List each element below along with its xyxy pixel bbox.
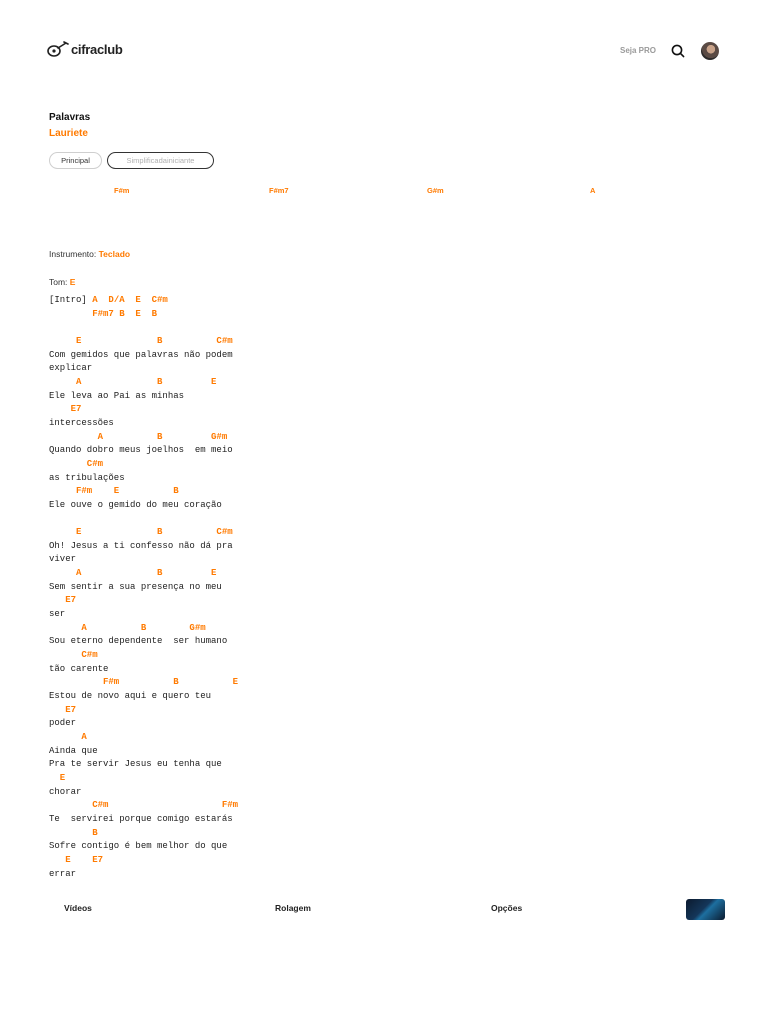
cifra-line <box>49 676 238 690</box>
lyric-text: Sofre contigo é bem melhor do que <box>49 841 228 852</box>
cifra-line <box>49 335 238 349</box>
lyric-text: Estou de novo aqui e quero teu <box>49 691 212 701</box>
lyric-text: chorar <box>49 786 82 797</box>
lyric-text: Oh! Jesus a ti confesso não dá pra <box>49 540 233 551</box>
instrument-row <box>49 249 130 259</box>
cifra-line <box>49 704 238 718</box>
cifra-line <box>49 362 238 376</box>
search-icon[interactable] <box>671 44 685 58</box>
rolagem-button[interactable]: Rolagem <box>275 903 311 913</box>
lyric-text: explicar <box>49 363 93 374</box>
cifra-line <box>49 608 238 622</box>
lyric-text: Ainda que <box>49 745 98 756</box>
artist-link[interactable]: Lauriete <box>49 128 88 139</box>
lyric-text: Com gemidos que palavras não podem <box>49 349 233 360</box>
lyric-text: intercessões <box>49 417 114 428</box>
videos-button[interactable]: Vídeos <box>64 903 92 913</box>
chord-line[interactable]: C#m F#m <box>49 800 239 811</box>
cifra-line <box>49 349 238 363</box>
cifra-line <box>49 431 238 445</box>
cifra-line <box>49 840 238 854</box>
cifra-line <box>49 635 238 649</box>
chord-diagram-a[interactable]: A <box>590 186 596 195</box>
opcoes-button[interactable]: Opções <box>491 903 523 913</box>
cifra-line <box>49 813 238 827</box>
cifra-line <box>49 868 238 882</box>
chord-line[interactable]: A B E <box>49 376 217 387</box>
lyric-text: ser <box>49 609 66 620</box>
chord-diagram-g#m[interactable]: G#m <box>427 186 444 195</box>
cifra-line <box>49 717 238 731</box>
chord-line[interactable]: C#m <box>49 650 98 661</box>
chord-line[interactable]: E B C#m <box>49 527 233 538</box>
cifra-line <box>49 854 238 868</box>
lyric-text: Pra te servir Jesus eu tenha que <box>49 759 222 770</box>
lyric-text: poder <box>49 718 77 729</box>
cifra-line <box>49 458 238 472</box>
cifra-line <box>49 622 238 636</box>
chord-line[interactable]: A <box>49 731 87 742</box>
cifra-line <box>49 799 238 813</box>
logo-text: cifraclub <box>71 41 123 57</box>
lyric-text: Sem sentir a sua presença no meu <box>49 581 222 592</box>
cifra-line <box>49 308 238 322</box>
cifra-line <box>49 731 238 745</box>
chord-line[interactable]: E7 <box>49 404 82 415</box>
song-title: Palavras <box>49 112 91 123</box>
cifra-line <box>49 321 238 335</box>
instrument-label: Instrumento: <box>49 249 99 259</box>
chord-line[interactable]: E7 <box>49 704 77 715</box>
cifra-line <box>49 827 238 841</box>
cifra-line <box>49 663 238 677</box>
seja-pro-link[interactable]: Seja PRO <box>620 46 657 55</box>
chord-diagram-f#m7[interactable]: F#m7 <box>269 186 289 195</box>
cifra-line <box>49 499 238 513</box>
cifra-line <box>49 690 238 704</box>
chord-line[interactable]: A B G#m <box>49 622 206 633</box>
cifra-line <box>49 649 238 663</box>
chord-line[interactable]: C#m <box>49 458 104 469</box>
cifra-line <box>49 594 238 608</box>
cifra-line <box>49 772 238 786</box>
guitar-logo-icon <box>47 40 69 58</box>
tab-principal[interactable]: Principal <box>49 152 102 169</box>
chord-line[interactable]: E E7 <box>49 854 104 865</box>
chord-line[interactable]: E7 <box>49 595 77 606</box>
chord-line[interactable]: A B E <box>49 568 217 579</box>
tone-label: Tom: <box>49 277 70 287</box>
cifra-line <box>49 758 238 772</box>
lyric-text: tão carente <box>49 663 109 674</box>
cifra-line <box>49 567 238 581</box>
lyric-text: Quando dobro meus joelhos em meio <box>49 445 233 456</box>
cifra-line <box>49 417 238 431</box>
lyric-text: Ele leva ao Pai as minhas <box>49 390 185 401</box>
cifra-line <box>49 526 238 540</box>
cifra-line <box>49 745 238 759</box>
instrument-value[interactable]: Teclado <box>98 249 131 259</box>
avatar[interactable] <box>701 42 719 60</box>
lyric-text: Te servirei porque comigo estarás <box>49 813 233 824</box>
cifraclub-logo[interactable] <box>47 40 122 58</box>
tab-simplificada[interactable]: Simplificadainiciante <box>107 152 214 169</box>
cifra-line <box>49 472 238 486</box>
cifra-body <box>49 294 238 881</box>
chord-line[interactable]: B <box>49 827 98 838</box>
chord-diagram-f#m[interactable]: F#m <box>114 186 130 195</box>
cifra-line <box>49 540 238 554</box>
cifra-line <box>49 553 238 567</box>
cifra-line <box>49 581 238 595</box>
lyric-text: viver <box>49 554 77 565</box>
cifra-line <box>49 376 238 390</box>
cifra-line <box>49 403 238 417</box>
cifra-line <box>49 390 238 404</box>
chord-line[interactable]: E <box>49 772 66 783</box>
cifra-line <box>49 786 238 800</box>
chord-line[interactable]: A D/A E C#m <box>92 295 168 305</box>
lyric-text: Ele ouve o gemido do meu coração <box>49 499 222 510</box>
cifra-line <box>49 485 238 499</box>
chord-line[interactable]: F#m B E <box>49 677 239 688</box>
video-thumbnail[interactable] <box>686 899 725 920</box>
lyric-text: Sou eterno dependente ser humano <box>49 636 228 647</box>
tone-row <box>49 277 75 287</box>
lyric-text: errar <box>49 868 77 879</box>
chord-line[interactable]: F#m7 B E B <box>49 308 158 319</box>
chord-line[interactable]: E B C#m <box>49 335 233 346</box>
lyric-text: [Intro] <box>49 295 93 305</box>
tone-value[interactable]: E <box>69 277 76 287</box>
chord-line[interactable]: F#m E B <box>49 486 179 497</box>
lyric-text: as tribulações <box>49 472 125 483</box>
cifra-line <box>49 294 238 308</box>
chord-line[interactable]: A B G#m <box>49 431 228 442</box>
cifra-line <box>49 444 238 458</box>
cifra-line <box>49 512 238 526</box>
